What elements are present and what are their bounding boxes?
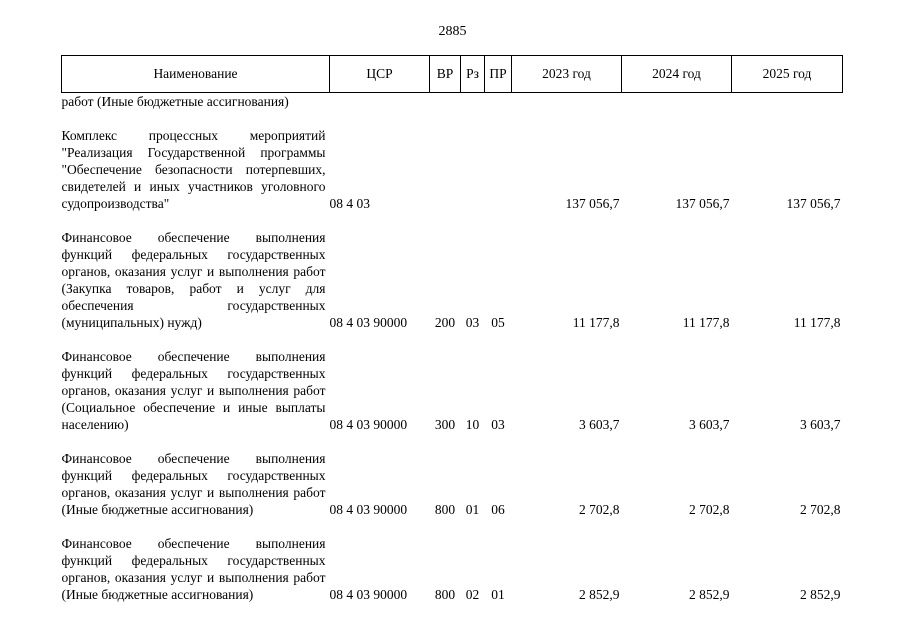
row-2023: 2 702,8 <box>579 502 620 517</box>
row-2023 <box>512 93 622 111</box>
row-name: Комплекс процессных мероприятий "Реализация Государственной программы "Обеспечение безопасности потерпевших, свидетелей и иных участников уголовного судопроизводства" <box>61 128 326 211</box>
row-rz: 03 <box>465 315 480 330</box>
header-csr: ЦСР <box>330 56 430 93</box>
row-name: работ (Иные бюджетные ассигнования) <box>61 94 289 109</box>
row-vr: 800 <box>434 502 456 517</box>
row-pr: 03 <box>491 417 505 432</box>
row-2024 <box>622 93 732 111</box>
table-row <box>62 229 843 331</box>
row-2025: 2 852,9 <box>800 587 841 602</box>
row-pr: 01 <box>491 587 505 602</box>
row-vr: 200 <box>434 315 456 330</box>
table-header <box>62 56 843 93</box>
header-2024: 2024 год <box>622 56 732 93</box>
row-vr <box>430 127 461 212</box>
row-rz: 01 <box>465 502 480 517</box>
row-vr: 300 <box>434 417 456 432</box>
row-rz: 02 <box>465 587 480 602</box>
row-rz <box>461 127 485 212</box>
row-rz: 10 <box>465 417 480 432</box>
row-name: Финансовое обеспечение выполнения функций федеральных государственных органов, оказания услуг и выполнения работ (Иные бюджетные ассигнования) <box>61 536 326 602</box>
header-name: Наименование <box>62 56 330 93</box>
row-2024: 11 177,8 <box>682 315 730 330</box>
row-vr: 800 <box>434 587 456 602</box>
row-vr <box>430 93 461 111</box>
row-2023: 11 177,8 <box>572 315 620 330</box>
row-name: Финансовое обеспечение выполнения функций федеральных государственных органов, оказания услуг и выполнения работ (Закупка товаров, работ и услуг для обеспечения государственных (муниципальных) нужд) <box>61 230 326 330</box>
row-pr: 06 <box>491 502 505 517</box>
row-2025: 137 056,7 <box>786 196 841 211</box>
row-2025: 3 603,7 <box>800 417 841 432</box>
row-pr: 05 <box>491 315 505 330</box>
table-row <box>62 535 843 603</box>
row-rz <box>461 93 485 111</box>
row-name: Финансовое обеспечение выполнения функций федеральных государственных органов, оказания услуг и выполнения работ (Иные бюджетные ассигнования) <box>61 451 326 517</box>
row-2025: 2 702,8 <box>800 502 841 517</box>
row-2025 <box>732 93 843 111</box>
row-2024: 137 056,7 <box>675 196 730 211</box>
row-name: Финансовое обеспечение выполнения функций федеральных государственных органов, оказания услуг и выполнения работ (Социальное обеспечение и иные выплаты населению) <box>61 349 326 432</box>
table-row <box>62 348 843 433</box>
header-vr: ВР <box>430 56 461 93</box>
header-rz: Рз <box>461 56 485 93</box>
row-2024: 2 702,8 <box>689 502 730 517</box>
row-2023: 3 603,7 <box>579 417 620 432</box>
table-row <box>62 450 843 518</box>
row-pr <box>485 93 512 111</box>
table-row <box>62 127 843 212</box>
row-2025: 11 177,8 <box>793 315 841 330</box>
budget-table <box>61 55 843 603</box>
table-row <box>62 93 843 111</box>
row-2024: 3 603,7 <box>689 417 730 432</box>
row-csr: 08 4 03 90000 <box>329 417 408 432</box>
row-csr: 08 4 03 <box>329 196 370 211</box>
row-csr <box>330 93 430 111</box>
row-csr: 08 4 03 90000 <box>329 502 408 517</box>
header-2023: 2023 год <box>512 56 622 93</box>
row-2023: 137 056,7 <box>565 196 620 211</box>
row-csr: 08 4 03 90000 <box>329 315 408 330</box>
row-2023: 2 852,9 <box>579 587 620 602</box>
row-pr <box>485 127 512 212</box>
page-number: 2885 <box>438 24 467 39</box>
row-csr: 08 4 03 90000 <box>329 587 408 602</box>
header-pr: ПР <box>485 56 512 93</box>
header-2025: 2025 год <box>732 56 843 93</box>
row-2024: 2 852,9 <box>689 587 730 602</box>
